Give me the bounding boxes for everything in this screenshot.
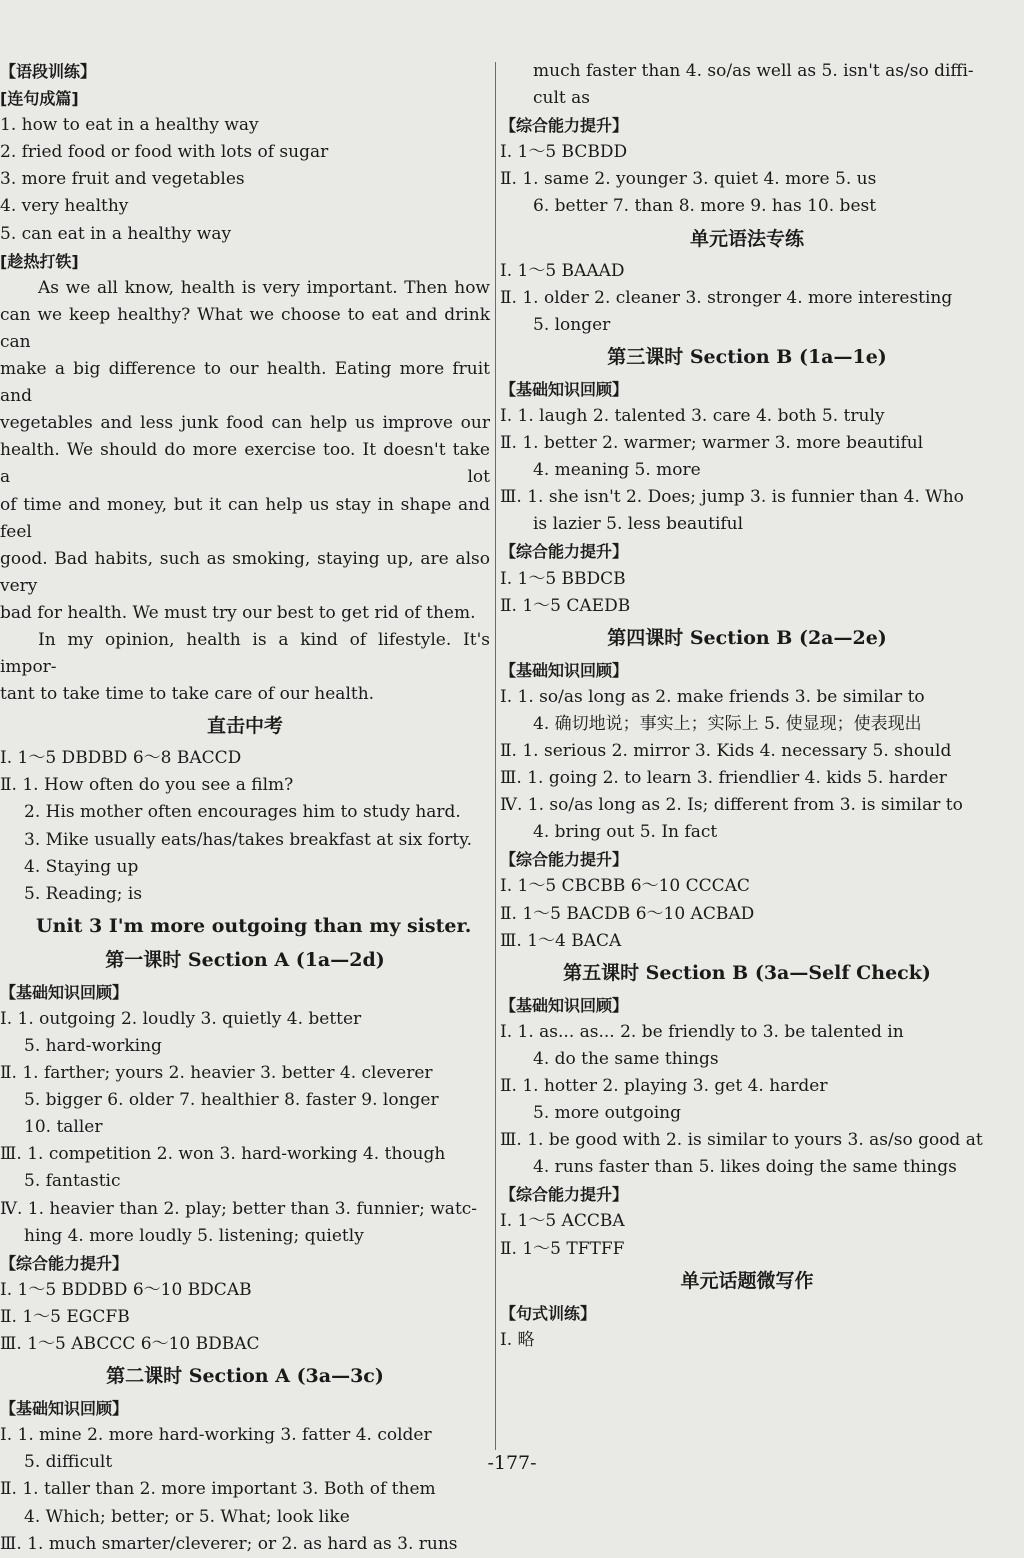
answer-line: 4. very healthy bbox=[0, 196, 129, 217]
answer-line: 5. Reading; is bbox=[24, 883, 143, 904]
answer-line: 3. Mike usually eats/has/takes breakfast at six forty. bbox=[24, 829, 472, 850]
answer-line: Ⅰ. 1～5 BAAAD bbox=[500, 260, 625, 281]
answer-line: 4. bring out 5. In fact bbox=[533, 822, 718, 843]
section-heading: 【语段训练】 bbox=[0, 62, 97, 81]
answer-line: 5. longer bbox=[533, 314, 611, 335]
answer-line: Ⅱ. 1. taller than 2. more important 3. Both of them bbox=[0, 1479, 436, 1500]
answer-line: Ⅲ. 1. much smarter/cleverer; or 2. as hard as 3. runs bbox=[0, 1533, 458, 1554]
section-heading: 【句式训练】 bbox=[500, 1303, 597, 1323]
answer-line: Ⅱ. 1. better 2. warmer; warmer 3. more beautiful bbox=[500, 433, 924, 454]
answer-line: 2. fried food or food with lots of sugar bbox=[0, 142, 329, 163]
section-heading: 【综合能力提升】 bbox=[500, 850, 629, 870]
section-heading: 【基础知识回顾】 bbox=[500, 660, 629, 680]
answer-line: 6. better 7. than 8. more 9. has 10. best bbox=[533, 196, 877, 217]
answer-line: Ⅱ. 1. farther; yours 2. heavier 3. better 4. cleverer bbox=[0, 1063, 433, 1084]
section-heading: 【基础知识回顾】 bbox=[0, 982, 129, 1002]
section-heading: [连句成篇] bbox=[0, 89, 79, 109]
answer-line: Ⅲ. 1. competition 2. won 3. hard-working 4. though bbox=[0, 1144, 446, 1165]
section-title: 第二课时 Section A (3a—3c) bbox=[106, 1365, 384, 1388]
page-number: -177- bbox=[487, 1452, 537, 1474]
section-heading: 【基础知识回顾】 bbox=[500, 379, 629, 399]
answer-line: 5. difficult bbox=[24, 1452, 113, 1473]
answer-line: Ⅰ. 1～5 ACCBA bbox=[500, 1211, 625, 1232]
answer-line: Ⅱ. 1～5 TFTFF bbox=[500, 1238, 625, 1259]
essay-line: of time and money, but it can help us stay in shape and feel bbox=[0, 494, 490, 542]
essay-line: good. Bad habits, such as smoking, staying up, are also very bbox=[0, 548, 490, 596]
answer-line: Ⅲ. 1. going 2. to learn 3. friendlier 4. kids 5. harder bbox=[500, 768, 947, 789]
answer-line: cult as bbox=[533, 88, 591, 109]
answer-line: 5. bigger 6. older 7. healthier 8. faster 9. longer bbox=[24, 1090, 439, 1111]
answer-line: Ⅰ. 略 bbox=[500, 1329, 535, 1350]
answer-line: 4. Staying up bbox=[24, 856, 139, 877]
left-column bbox=[0, 58, 490, 1558]
section-title: 第一课时 Section A (1a—2d) bbox=[105, 948, 385, 971]
answer-line: Ⅱ. 1～5 BACDB 6～10 ACBAD bbox=[500, 903, 755, 924]
section-heading: 【综合能力提升】 bbox=[500, 1185, 629, 1205]
essay-line: bad for health. We must try our best to get rid of them. bbox=[0, 602, 476, 623]
essay-line: In my opinion, health is a kind of lifestyle. It's impor- bbox=[0, 629, 490, 678]
section-heading: 【综合能力提升】 bbox=[500, 116, 629, 136]
essay-line: vegetables and less junk food can help us improve our bbox=[0, 413, 490, 434]
section-heading: 【综合能力提升】 bbox=[500, 542, 629, 562]
answer-line: Ⅲ. 1～5 ABCCC 6～10 BDBAC bbox=[0, 1334, 260, 1355]
section-heading: [趁热打铁] bbox=[0, 251, 79, 271]
answer-line: Ⅰ. 1～5 BBDCB bbox=[500, 568, 626, 589]
answer-line: Ⅱ. 1. serious 2. mirror 3. Kids 4. necessary 5. should bbox=[500, 740, 952, 761]
right-column bbox=[500, 58, 994, 1354]
section-heading: 【基础知识回顾】 bbox=[500, 995, 629, 1015]
answer-line: 4. meaning 5. more bbox=[533, 460, 701, 481]
answer-line: Ⅱ. 1. hotter 2. playing 3. get 4. harder bbox=[500, 1076, 828, 1096]
section-title: Unit 3 I'm more outgoing than my sister. bbox=[36, 914, 472, 937]
answer-line: 4. 确切地说；事实上；实际上 5. 使显现；使表现出 bbox=[533, 713, 922, 734]
answer-line: Ⅲ. 1～4 BACA bbox=[500, 930, 622, 951]
answer-line: Ⅱ. 1. same 2. younger 3. quiet 4. more 5. us bbox=[500, 169, 877, 190]
answer-line: 1. how to eat in a healthy way bbox=[0, 115, 259, 136]
column-divider bbox=[495, 62, 496, 1450]
answer-line: Ⅱ. 1～5 CAEDB bbox=[500, 595, 631, 616]
answer-line: Ⅰ. 1. laugh 2. talented 3. care 4. both 5. truly bbox=[500, 405, 885, 426]
answer-line: Ⅰ. 1. as... as... 2. be friendly to 3. be talented in bbox=[500, 1021, 904, 1042]
section-title: 第五课时 Section B (3a—Self Check) bbox=[563, 961, 931, 984]
answer-line: Ⅰ. 1. mine 2. more hard-working 3. fatter 4. colder bbox=[0, 1425, 432, 1446]
answer-line: Ⅰ. 1～5 BCBDD bbox=[500, 142, 628, 163]
answer-line: Ⅳ. 1. so/as long as 2. Is; different from 3. is similar to bbox=[500, 795, 963, 816]
answer-line: Ⅰ. 1. outgoing 2. loudly 3. quietly 4. better bbox=[0, 1008, 362, 1029]
answer-line: Ⅳ. 1. heavier than 2. play; better than 3. funnier; watc- bbox=[0, 1198, 478, 1219]
section-title: 第三课时 Section B (1a—1e) bbox=[607, 345, 887, 368]
answer-line: much faster than 4. so/as well as 5. isn't as/so diffi- bbox=[533, 61, 974, 81]
section-heading: 【基础知识回顾】 bbox=[0, 1399, 129, 1419]
answer-line: Ⅰ. 1. so/as long as 2. make friends 3. be similar to bbox=[500, 686, 925, 707]
answer-line: Ⅲ. 1. she isn't 2. Does; jump 3. is funnier than 4. Who bbox=[500, 487, 964, 508]
essay-line: As we all know, health is very important. Then how bbox=[38, 277, 490, 298]
answer-line: hing 4. more loudly 5. listening; quietly bbox=[24, 1225, 364, 1246]
answer-line: Ⅱ. 1. older 2. cleaner 3. stronger 4. more interesting bbox=[500, 287, 953, 308]
answer-line: 10. taller bbox=[24, 1117, 103, 1138]
answer-line: Ⅰ. 1～5 DBDBD 6～8 BACCD bbox=[0, 748, 242, 769]
answer-line: Ⅱ. 1. How often do you see a film? bbox=[0, 775, 294, 796]
section-title: 直击中考 bbox=[206, 715, 283, 738]
section-title: 第四课时 Section B (2a—2e) bbox=[607, 626, 887, 649]
essay-line: tant to take time to take care of our health. bbox=[0, 684, 375, 705]
answer-line: is lazier 5. less beautiful bbox=[533, 514, 744, 535]
section-title: 单元话题微写作 bbox=[680, 1269, 814, 1292]
answer-line: 3. more fruit and vegetables bbox=[0, 169, 245, 190]
section-title: 单元语法专练 bbox=[689, 227, 804, 250]
essay-line: health. We should do more exercise too. It doesn't take a lot bbox=[0, 440, 490, 488]
answer-line: 4. Which; better; or 5. What; look like bbox=[24, 1506, 350, 1527]
answer-line: 4. do the same things bbox=[533, 1048, 719, 1069]
essay-line: make a big difference to our health. Eating more fruit and bbox=[0, 359, 490, 407]
answer-line: 5. hard-working bbox=[24, 1036, 162, 1056]
answer-line: Ⅰ. 1～5 BDDBD 6～10 BDCAB bbox=[0, 1279, 252, 1300]
answer-line: 5. can eat in a healthy way bbox=[0, 223, 232, 244]
answer-line: 5. more outgoing bbox=[533, 1103, 681, 1124]
answer-line: Ⅲ. 1. be good with 2. is similar to yours 3. as/so good at bbox=[500, 1130, 983, 1151]
answer-line: 4. runs faster than 5. likes doing the same things bbox=[533, 1157, 957, 1178]
essay-line: can we keep healthy? What we choose to eat and drink can bbox=[0, 304, 490, 352]
answer-line: 5. fantastic bbox=[24, 1171, 121, 1192]
section-heading: 【综合能力提升】 bbox=[0, 1253, 129, 1273]
answer-line: Ⅰ. 1～5 CBCBB 6～10 CCCAC bbox=[500, 876, 750, 897]
answer-line: 2. His mother often encourages him to study hard. bbox=[24, 802, 461, 823]
answer-line: Ⅱ. 1～5 EGCFB bbox=[0, 1306, 130, 1327]
